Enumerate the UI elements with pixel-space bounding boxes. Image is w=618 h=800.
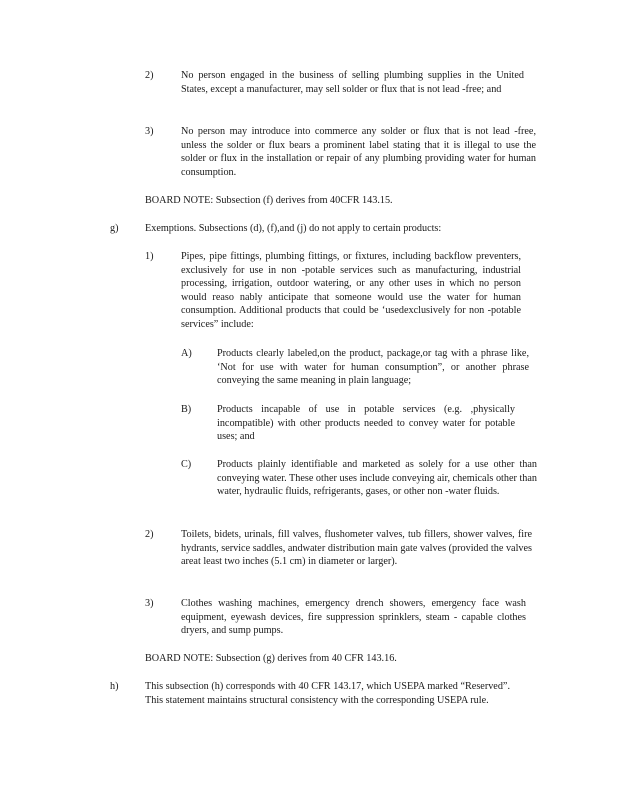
list-item-text: Toilets, bidets, urinals, fill valves, flushometer valves, tub fillers, shower valves, fire hydrants, service saddles, andwater distribution main gate valves (provided the valves areat least two inches (5.1 cm) in diameter or larger). xyxy=(181,529,532,568)
list-item-text: Products clearly labeled,on the product, package,or tag with a phrase like, ‘Not for use with water for human consumption”, or another phrase conveying the same meaning in plain language; xyxy=(217,348,529,387)
list-label: 2) xyxy=(145,70,154,81)
subsection-text: This subsection (h) corresponds with 40 CFR 143.17, which USEPA marked “Reserved”. This statement maintains structural consistency with the corresponding USEPA rule. xyxy=(145,681,510,706)
list-label: B) xyxy=(181,404,192,415)
subsection-text: Exemptions. Subsections (d), (f),and (j) do not apply to certain products: xyxy=(145,223,442,234)
board-note: BOARD NOTE: Subsection (g) derives from 40 CFR 143.16. xyxy=(145,653,397,664)
list-label: A) xyxy=(181,348,192,359)
list-item-text: No person may introduce into commerce any solder or flux that is not lead -free, unless the solder or flux bears a prominent label stating that it is illegal to use the solder or flux in the installation or repair of any plumbing providing water for human consumption. xyxy=(181,126,536,178)
board-note: BOARD NOTE: Subsection (f) derives from 40CFR 143.15. xyxy=(145,195,393,206)
list-item-text: Products incapable of use in potable services (e.g. ,physically incompatible) with other products needed to convey water for potable uses; and xyxy=(217,404,515,443)
list-item-text: Clothes washing machines, emergency drench showers, emergency face wash equipment, eyewash devices, fire suppression sprinklers, steam - capable clothes dryers, and sump pumps. xyxy=(181,598,526,637)
list-label: 3) xyxy=(145,598,154,609)
list-item-text: No person engaged in the business of selling plumbing supplies in the United States, except a manufacturer, may sell solder or flux that is not lead -free; and xyxy=(181,70,524,95)
list-item-text: Pipes, pipe fittings, plumbing fittings, or fixtures, including backflow preventers, exclusively for use in non -potable services such as manufacturing, industrial processing, irrigation, outdoor watering, or any other uses in which no person would reaso nably anticipate that someone would use the water for human consumption. Additional products that could be ‘usedexclusively for non -potable services” include: xyxy=(181,251,521,330)
subsection-label: g) xyxy=(110,223,119,234)
list-label: 1) xyxy=(145,251,154,262)
list-label: 2) xyxy=(145,529,154,540)
subsection-label: h) xyxy=(110,681,119,692)
list-label: C) xyxy=(181,459,192,470)
list-item-text: Products plainly identifiable and marketed as solely for a use other than conveying water. These other uses include conveying air, chemicals other than water, hydraulic fluids, refrigerants, gases, or other non -water fluids. xyxy=(217,459,537,498)
list-label: 3) xyxy=(145,126,154,137)
